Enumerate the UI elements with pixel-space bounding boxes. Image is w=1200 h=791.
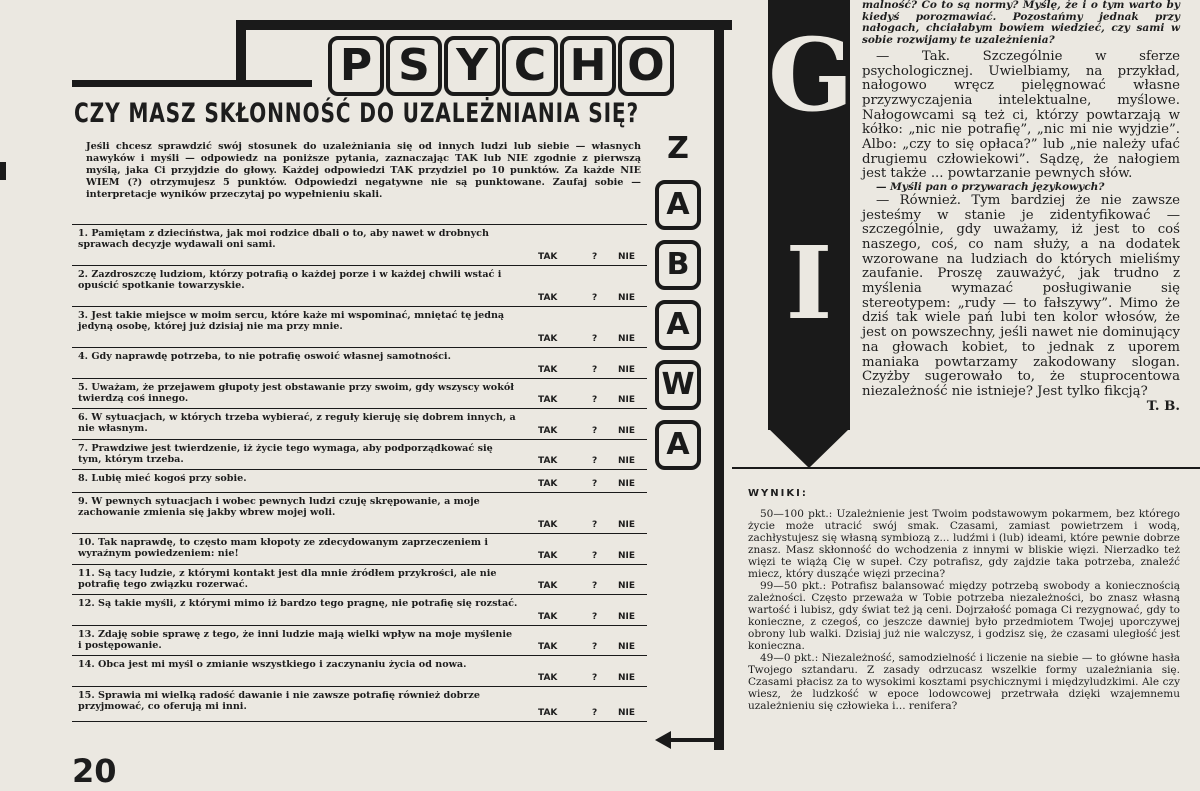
answer-yes[interactable]: TAK xyxy=(538,395,558,405)
question-row xyxy=(72,626,647,657)
psycho-letter: S xyxy=(386,36,442,96)
question-text: 2. Zazdroszczę ludziom, którzy potrafią o każdej porze i w każdej chwili wstać i opuścić spotkanie towarzyskie. xyxy=(78,269,502,291)
question-row xyxy=(72,470,647,493)
interview-question: — Myśli pan o przywarach językowych? xyxy=(876,181,1105,194)
interview-question: malność? Co to są normy? Myślę, że i o tym warto by kiedyś porozmawiać. Pozostańmy jednak przy nałogach, chciałabym bowiem wiedzieć, czy sami w sobie rozwijamy te uzależnienia? xyxy=(862,0,1180,47)
answer-unknown[interactable]: ? xyxy=(592,395,598,405)
answer-unknown[interactable]: ? xyxy=(592,293,598,303)
question-row xyxy=(72,595,647,626)
answer-unknown[interactable]: ? xyxy=(592,334,598,344)
answer-unknown[interactable]: ? xyxy=(592,642,598,652)
zabawa-vertical-heading xyxy=(650,128,700,480)
answer-unknown[interactable]: ? xyxy=(592,479,598,489)
question-text: 5. Uważam, że przejawem głupoty jest obstawanie przy swoim, gdy wszyscy wokół twierdzą coś innego. xyxy=(78,381,514,404)
frame-right-rule xyxy=(714,20,724,750)
author-signature: T. B. xyxy=(1146,398,1180,414)
answer-yes[interactable]: TAK xyxy=(538,293,558,303)
psycho-letter: C xyxy=(502,36,558,96)
zabawa-letter: W xyxy=(655,360,701,410)
answer-yes[interactable]: TAK xyxy=(538,252,558,262)
question-row xyxy=(72,656,647,687)
question-row xyxy=(72,225,647,266)
answer-no[interactable]: NIE xyxy=(618,672,636,683)
frame-top-rule xyxy=(236,20,732,30)
question-row xyxy=(72,534,647,565)
result-paragraph: 49—0 pkt.: Niezależność, samodzielność i liczenie na siebie — to główne hasła Twojego sztandaru. Z zasady odrzucasz wszelkie formy uzależniania się. Czasami płacisz za to wysokimi kosztami psychicznymi i międzyludzkimi. Ale czy wiesz, że ludzkość w epoce lodowcowej przetrwała dzięki wzajemnemu uzależnieniu się człowieka i... renifera? xyxy=(748,652,1180,712)
question-row xyxy=(72,379,647,410)
answer-unknown[interactable]: ? xyxy=(592,707,598,718)
interview-text xyxy=(862,0,1180,414)
answer-unknown[interactable]: ? xyxy=(592,550,598,561)
question-text: 15. Sprawia mi wielką radość dawanie i nie zawsze potrafię również dobrze przyjmować, co oferują mi inni. xyxy=(78,689,480,712)
answer-no[interactable]: NIE xyxy=(618,252,636,262)
answer-unknown[interactable]: ? xyxy=(592,364,598,375)
answer-no[interactable]: NIE xyxy=(618,293,636,303)
answer-no[interactable]: NIE xyxy=(618,456,636,466)
question-row xyxy=(72,348,647,379)
results-section xyxy=(748,488,1180,712)
zabawa-letter: Z xyxy=(667,131,689,166)
answer-unknown[interactable]: ? xyxy=(592,425,598,436)
result-paragraph: 50—100 pkt.: Uzależnienie jest Twoim podstawowym pokarmem, bez którego życie może utracić swój smak. Czasami, zamiast powietrzem i wodą, zachłystujesz się własną symbiozą z... ludźmi i (lub) ideami, które pewnie dobrze znasz. Masz skłonność do wchodzenia z innymi w bliskie więzi. Nierzadko też więzi te wiążą Cię w supeł. Czy potrafisz, gdy zajdzie taka potrzeba, znaleźć miecz, który dusząće więzi przecina? xyxy=(748,508,1180,580)
question-text: 1. Pamiętam z dzieciństwa, jak moi rodzice dbali o to, aby nawet w drobnych sprawach decyzje wydawali oni sami. xyxy=(78,228,489,250)
result-paragraph: 99—50 pkt.: Potrafisz balansować między potrzebą swobody a koniecznością zależności. Często przeważa w Tobie potrzeba niezależności, bo znasz własną wartość i lubisz, gdy świat też ją ceni. Dojrzałość pomaga Ci rezygnować, gdy to konieczne, z czegoś, co jeszcze dawniej było przedmiotem Twojej uporczywej obrony lub walki. Dzisiaj już nie walczysz, i godzisz się, że czasami uległość jest konieczna. xyxy=(748,580,1180,652)
answer-yes[interactable]: TAK xyxy=(538,672,558,683)
answer-yes[interactable]: TAK xyxy=(538,334,558,344)
question-text: 3. Jest takie miejsce w moim sercu, które każe mi wspominać, mniętać tę jedną jedyną osobę, której już dzisiaj nie ma przy mnie. xyxy=(78,310,505,332)
answer-unknown[interactable]: ? xyxy=(592,520,598,530)
answer-no[interactable]: NIE xyxy=(618,642,636,652)
psycho-letter: O xyxy=(618,36,674,96)
answer-no[interactable]: NIE xyxy=(618,479,636,489)
answer-yes[interactable]: TAK xyxy=(538,479,558,489)
page-edge-mark xyxy=(0,162,6,180)
question-text: 13. Zdaję sobie sprawę z tego, że inni ludzie mają wielki wpływ na moje myślenie i postępowanie. xyxy=(78,628,513,651)
answer-yes[interactable]: TAK xyxy=(538,611,558,622)
question-row xyxy=(72,266,647,307)
answer-yes[interactable]: TAK xyxy=(538,364,558,375)
psycho-letter: P xyxy=(328,36,384,96)
answer-unknown[interactable]: ? xyxy=(592,581,598,591)
question-row xyxy=(72,307,647,348)
answer-yes[interactable]: TAK xyxy=(538,581,558,591)
heading-rule xyxy=(72,80,312,87)
answer-unknown[interactable]: ? xyxy=(592,456,598,466)
question-row xyxy=(72,493,647,534)
psycho-heading xyxy=(328,36,674,96)
page-number: 20 xyxy=(72,752,117,790)
zabawa-letter: B xyxy=(655,240,701,290)
answer-yes[interactable]: TAK xyxy=(538,642,558,652)
answer-no[interactable]: NIE xyxy=(618,581,636,591)
answer-unknown[interactable]: ? xyxy=(592,252,598,262)
answer-no[interactable]: NIE xyxy=(618,550,636,561)
banner-letter-g: G xyxy=(768,16,854,134)
results-rule xyxy=(732,467,1200,469)
interview-answer: — Również. Tym bardziej że nie zawsze jesteśmy w stanie je zidentyfikować — szczególnie, gdy uważamy, iż jest to coś naszego, coś, co nam służy, a na dodatek wzorowane na ludziach do których mieliśmy zaufanie. Proszę zauważyć, jak trudno z myślenia wymazać posługiwanie się stereotypem: „rudy — to fałszywy”. Mimo że dziś tak wiele pań lubi ten kolor włosów, że jest on powszechny, jeśli nawet nie dominujący na głowach kobiet, to jednak z uporem maniaka powtarzamy zakodowany slogan. Czyżby sugerowało to, że stuprocentowa niezależność nie istnieje? Jest tylko fikcją? xyxy=(862,192,1180,399)
answer-no[interactable]: NIE xyxy=(618,395,636,405)
question-row xyxy=(72,687,647,722)
banner-letter-i: I xyxy=(785,224,833,342)
question-text: 9. W pewnych sytuacjach i wobec pewnych ludzi czuję skrępowanie, a moje zachowanie zmienia się jakby wbrew mojej woli. xyxy=(78,496,480,518)
quiz-title: CZY MASZ SKŁONNOŚĆ DO UZALEŻNIANIA SIĘ? xyxy=(74,98,640,129)
results-heading: WYNIKI: xyxy=(748,488,808,499)
answer-no[interactable]: NIE xyxy=(618,707,636,718)
answer-no[interactable]: NIE xyxy=(618,520,636,530)
answer-yes[interactable]: TAK xyxy=(538,520,558,530)
answer-unknown[interactable]: ? xyxy=(592,672,598,683)
question-text: 8. Lubię mieć kogoś przy sobie. xyxy=(78,473,247,484)
question-text: 12. Są takie myśli, z którymi mimo iż bardzo tego pragnę, nie potrafię się rozstać. xyxy=(78,598,518,609)
arrow-line xyxy=(670,738,722,742)
answer-no[interactable]: NIE xyxy=(618,425,636,436)
answer-unknown[interactable]: ? xyxy=(592,611,598,622)
interview-answer: — Tak. Szczególnie w sferze psychologicznej. Uwielbiamy, na przykład, nałogowo wręcz pielęgnować własne przyzwyczajenia intelektualne, myślowe. Nałogowcami są też ci, którzy powtarzają w kółko: „nic nie potrafię”, „nic mi nie wyjdzie”. Albo: „czy to się opłaca?” lub „nie należy ufać drugiemu człowiekowi”. Sądzę, że nałogiem jest także ... powtarzanie pewnych słów. xyxy=(862,48,1180,182)
answer-yes[interactable]: TAK xyxy=(538,425,558,436)
question-text: 14. Obca jest mi myśl o zmianie wszystkiego i zaczynaniu życia od nowa. xyxy=(78,659,467,670)
question-text: 6. W sytuacjach, w których trzeba wybierać, z reguły kieruję się dobrem innych, a nie własnym. xyxy=(78,412,516,434)
psycho-letter: H xyxy=(560,36,616,96)
zabawa-letter: A xyxy=(655,180,701,230)
quiz-intro: Jeśli chcesz sprawdzić swój stosunek do uzależniania się od innych ludzi lub siebie — własnych nawyków i myśli — odpowiedz na poniższe pytania, zaznaczając TAK lub NIE zgodnie z pierwszą myślą, jaka Ci przyjdzie do głowy. Każdej odpowiedzi TAK przydziel po 10 punktów. Za każde NIE WIEM (?) otrzymujesz 5 punktów. Odpowiedzi negatywne nie są punktowane. Zaufaj sobie — interpretacje wyników przeczytaj po wypełnieniu skali. xyxy=(86,141,641,200)
zabawa-letter: A xyxy=(655,300,701,350)
question-row xyxy=(72,565,647,596)
answer-yes[interactable]: TAK xyxy=(538,456,558,466)
question-row xyxy=(72,409,647,440)
answer-no[interactable]: NIE xyxy=(618,611,636,622)
arrow-left-icon xyxy=(655,731,671,749)
question-text: 7. Prawdziwe jest twierdzenie, iż życie tego wymaga, aby podporządkować się tym, którym trzeba. xyxy=(78,442,493,465)
frame-left-rule xyxy=(236,20,246,80)
answer-no[interactable]: NIE xyxy=(618,334,636,344)
psycho-letter: Y xyxy=(444,36,500,96)
question-row xyxy=(72,440,647,471)
question-text: 11. Są tacy ludzie, z którymi kontakt jest dla mnie źródłem przykrości, ale nie potrafię tego związku rozerwać. xyxy=(78,567,497,590)
zabawa-letter: A xyxy=(655,420,701,470)
answer-yes[interactable]: TAK xyxy=(538,550,558,561)
question-text: 10. Tak naprawdę, to często mam kłopoty ze zdecydowanym zaprzeczeniem i wyraźnym powiedzeniem: nie! xyxy=(78,537,488,559)
banner-arrow-tip xyxy=(768,428,850,468)
answer-no[interactable]: NIE xyxy=(618,364,636,375)
answer-yes[interactable]: TAK xyxy=(538,707,558,718)
questions-table xyxy=(72,224,647,722)
question-text: 4. Gdy naprawdę potrzeba, to nie potrafię oswoić własnej samotności. xyxy=(78,351,451,362)
